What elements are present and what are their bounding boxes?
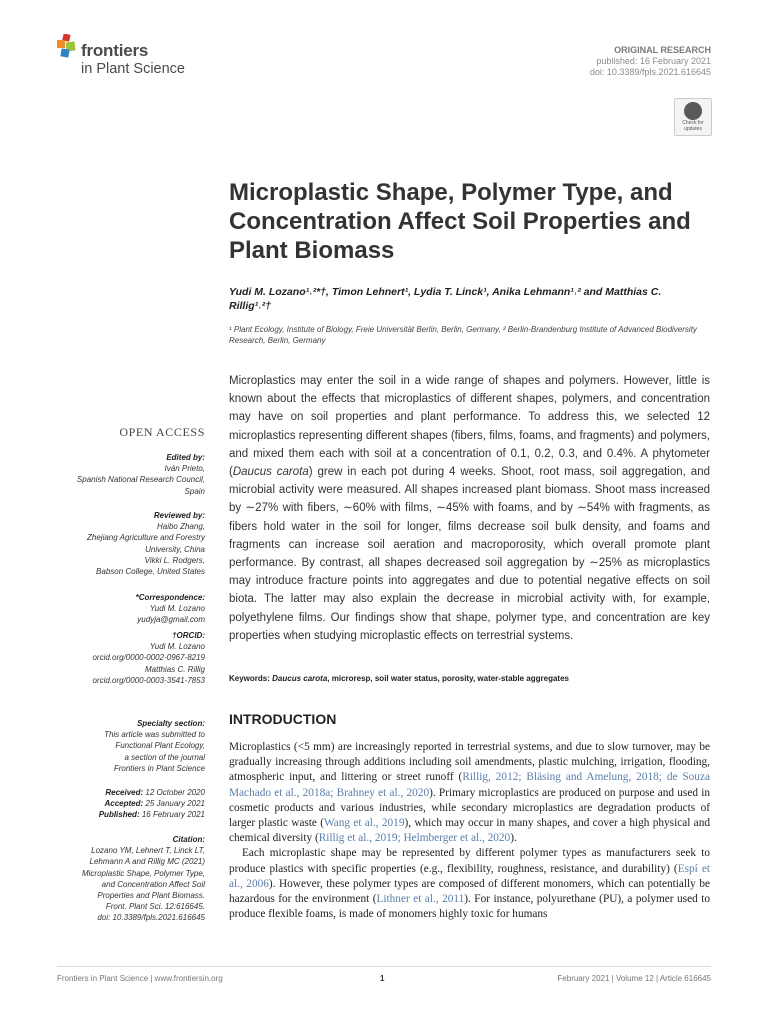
orcid-label: †ORCID: (172, 631, 205, 640)
sidebar-line: Lehmann A and Rillig MC (2021) (89, 857, 205, 867)
sidebar-reviewers (55, 510, 205, 577)
sidebar-line: Haibo Zhang, (156, 522, 205, 532)
journal-logo[interactable] (57, 34, 217, 84)
abstract (229, 372, 710, 645)
sidebar-dates (55, 787, 205, 821)
author-list: Yudi M. Lozano¹˒²*†, Timon Lehnert¹, Lydia T. Linck¹, Anika Lehmann¹˒² and Matthias C. Rillig¹˒²† (229, 286, 662, 312)
sidebar-line: Front. Plant Sci. 12:616645. (105, 902, 205, 912)
abstract-species: Daucus carota (232, 466, 309, 479)
intro-paragraph-2: Each microplastic shape may be represented by different polymer types as manufacturers seek to produce plastics with specific properties (e.g., flexibility, roughness, resistance, and durability) (Espí et al., 2006). However, these polymer types are composed of different monomers, which can potentially be hazardous for the environment (Lithner et al., 2011). For instance, polyurethane (PU), a polymer used to produce flexible foams, is made of monomers highly toxic for humans (229, 847, 711, 921)
correspondence-email[interactable]: yudyja@gmail.com (137, 615, 205, 625)
affiliations: ¹ Plant Ecology, Institute of Biology, Freie Universität Berlin, Berlin, Germany, ² Berlin-Brandenburg Institute of Advanced Biodiversity Research, Berlin, Germany (229, 325, 697, 345)
sidebar-line: Microplastic Shape, Polymer Type, (81, 868, 205, 878)
sidebar-line: Iván Prieto, (164, 464, 205, 474)
article-meta (590, 45, 711, 78)
sidebar-line: Functional Plant Ecology, (115, 741, 205, 751)
abstract-part-1: Microplastics may enter the soil in a wide range of shapes and polymers. However, little is known about the effects that microplastics of different shapes, polymers, and concentration may have on soil properties and plant performance. To address this, we selected 12 microplastics representing different shapes (fibers, films, foams, and fragments) and polymers, and mixed them each with soil at a concentration of 0.1, 0.2, 0.3, and 0.4%. A phytometer ( (229, 375, 710, 479)
article-doi[interactable]: doi: 10.3389/fpls.2021.616645 (589, 67, 711, 77)
logo-name: frontiers (81, 41, 149, 60)
article-title: Microplastic Shape, Polymer Type, and Concentration Affect Soil Properties and Plant Biomass (229, 179, 691, 264)
sidebar-line: Yudi M. Lozano (149, 604, 205, 614)
article-type: ORIGINAL RESEARCH (614, 45, 711, 55)
sidebar-line: Vikki L. Rodgers, (144, 555, 205, 565)
specialty-label: Specialty section: (136, 719, 205, 728)
citation-label: Citation: (172, 835, 205, 844)
sidebar-line: Spanish National Research Council, (76, 475, 205, 485)
correspondence-label: *Correspondence: (135, 593, 205, 602)
sidebar-orcid (55, 630, 205, 686)
footer-divider (57, 966, 711, 967)
citation-link[interactable]: Lithner et al., 2011 (376, 893, 465, 906)
check-for-updates-badge[interactable] (674, 98, 712, 136)
logo-journal: in Plant Science (81, 61, 185, 77)
sidebar-line: Babson College, United States (96, 567, 205, 577)
page-number: 1 (380, 974, 385, 983)
intro-paragraph-1: Microplastics (<5 mm) are increasingly reported in terrestrial systems, and due to slow turnover, may be gradually increasing through additions including soil amendments, plastic mulching, irrigation, flooding, atmospheric input, and littering or street runoff (Rillig, 2012; Bläsing and Amelung, 2018; de Souza Machado et al., 2018a; Brahney et al., 2020). Primary microplastics are produced on purpose and used in cosmetic products and various industries, while secondary microplastics are degradation products of larger plastic waste (Wang et al., 2019), which may occur in many shapes, and cover a high physical and chemical diversity (Rillig et al., 2019; Helmberger et al., 2020). (229, 741, 711, 845)
orcid-link[interactable]: orcid.org/0000-0003-3541-7853 (92, 675, 205, 685)
keywords (229, 674, 710, 683)
reviewed-by-label: Reviewed by: (153, 511, 205, 520)
keywords-label: Keywords: (229, 674, 270, 683)
sidebar-correspondence (55, 592, 205, 626)
citation-link[interactable]: Rillig et al., 2019; Helmberger et al., 2020 (318, 832, 511, 845)
citation-doi-link[interactable]: doi: 10.3389/fpls.2021.616645 (97, 913, 205, 923)
sidebar-line: University, China (145, 544, 205, 554)
sidebar-line: Properties and Plant Biomass. (97, 891, 205, 901)
sidebar-line: Frontiers in Plant Science (113, 763, 205, 773)
introduction-body (229, 740, 710, 922)
published-date-sidebar: Published: 16 February 2021 (98, 810, 205, 820)
keyword-species: Daucus carota (272, 674, 328, 683)
abstract-part-2: ) grew in each pot during 4 weeks. Shoot, root mass, soil aggregation, and microbial activity were measured. All shapes increased plant biomass. Shoot mass increased by ∼27% with fibers, ∼60% with films, ∼45% with foams, and by ∼54% with fragments, as fibers hold water in the soil for longer, films decrease soil bulk density, and foams and fragments can increase soil aeration and macroporosity, which overall promote plant performance. By contrast, all shapes decreased soil aggregation by ∼25% as microplastics may introduce fracture points into aggregates and due to potential negative effects on soil biota. The latter may also explain the decrease in microbial activity with, for example, polyethylene films. Our findings show that shape, polymer type, and concentration are key properties when studying microplastic effects on terrestrial systems. (229, 466, 710, 642)
badge-label: Check for updates (682, 120, 704, 132)
sidebar-line: This article was submitted to (104, 730, 205, 740)
citation-link[interactable]: Espí et al., 2006 (229, 862, 711, 890)
check-updates-icon (684, 102, 702, 120)
footer-article-info: February 2021 | Volume 12 | Article 616645 (557, 974, 711, 983)
frontiers-logo-icon (57, 34, 79, 60)
sidebar-specialty (55, 718, 205, 774)
footer-journal[interactable]: Frontiers in Plant Science | www.frontiersin.org (57, 974, 223, 983)
edited-by-label: Edited by: (166, 453, 205, 462)
sidebar-line: a section of the journal (124, 752, 205, 762)
citation-link[interactable]: Rillig, 2012; Bläsing and Amelung, 2018; de Souza Machado et al., 2018a; Brahney et al., 2020 (229, 771, 710, 799)
open-access-label: OPEN ACCESS (119, 425, 205, 439)
sidebar-editor (55, 452, 205, 497)
sidebar-line: Spain (184, 486, 205, 496)
section-heading: INTRODUCTION (229, 711, 337, 727)
sidebar-citation (55, 834, 205, 924)
accepted-date: Accepted: 25 January 2021 (104, 799, 205, 809)
sidebar-line: and Concentration Affect Soil (101, 879, 205, 889)
published-date: published: 16 February 2021 (596, 56, 711, 66)
keywords-rest: , microresp, soil water status, porosity, water-stable aggregates (327, 674, 569, 683)
received-date: Received: 12 October 2020 (105, 788, 205, 797)
sidebar-line: Lozano YM, Lehnert T, Linck LT, (91, 846, 205, 856)
sidebar-line: Matthias C. Rillig (144, 664, 205, 674)
citation-link[interactable]: Wang et al., 2019 (323, 817, 405, 830)
orcid-link[interactable]: orcid.org/0000-0002-0967-8219 (92, 653, 205, 663)
sidebar-line: Yudi M. Lozano (149, 642, 205, 652)
sidebar-line: Zhejiang Agriculture and Forestry (87, 533, 205, 543)
